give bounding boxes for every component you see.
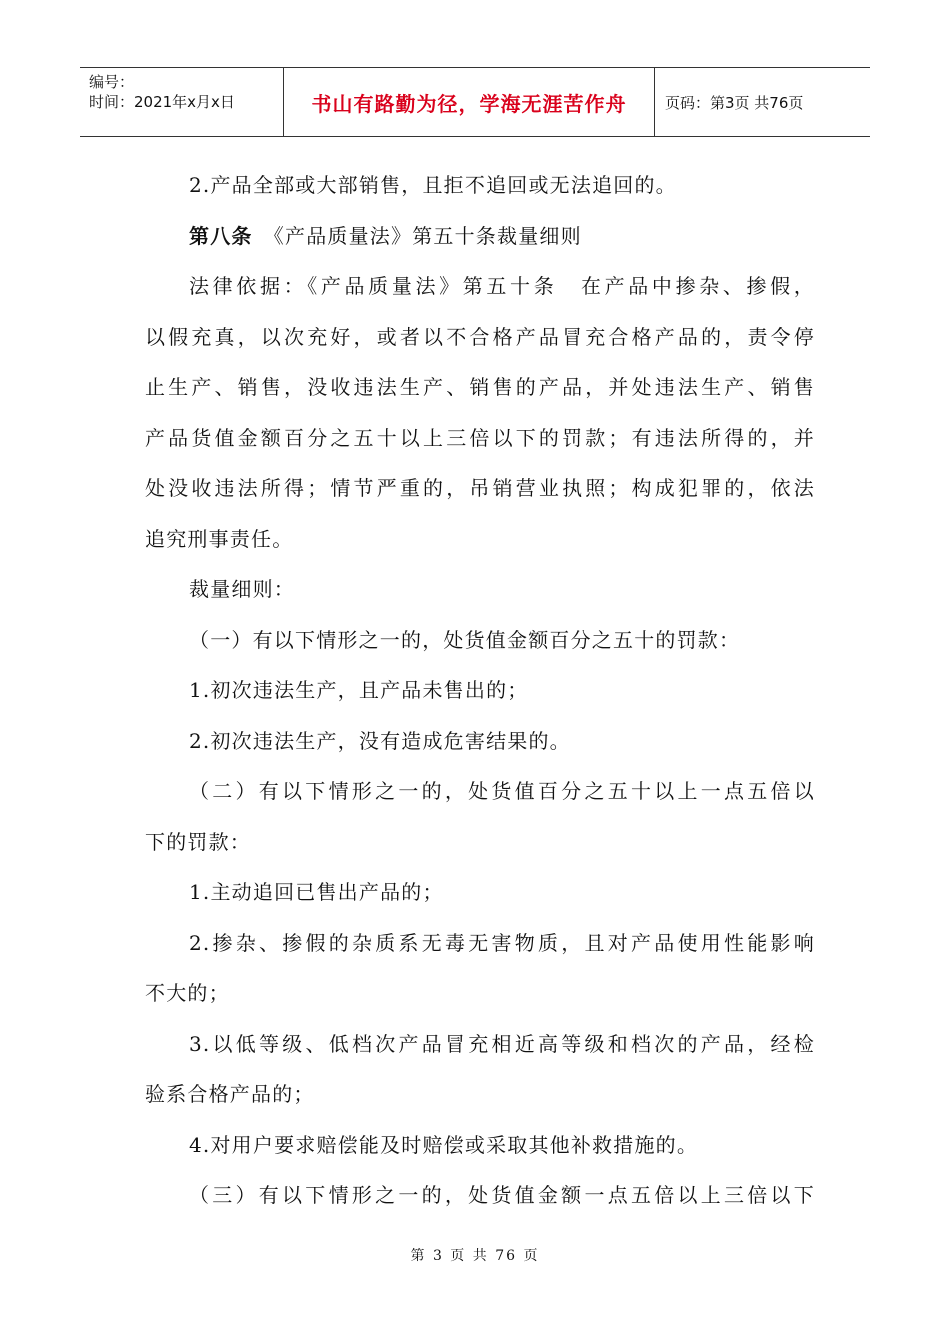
paragraph-line: 法律依据：《产品质量法》第五十条 在产品中掺杂、掺假， xyxy=(189,274,815,298)
paragraph-line: 以假充真，以次充好，或者以不合格产品冒充合格产品的，责令停 xyxy=(145,324,815,349)
list-item: 2.掺杂、掺假的杂质系无毒无害物质，且对产品使用性能影响 xyxy=(189,930,815,955)
header-motto: 书山有路勤为径，学海无涯苦作舟 xyxy=(311,91,627,116)
section-label: 裁量细则： xyxy=(189,577,295,601)
paragraph-line: （三）有以下情形之一的，处货值金额一点五倍以上三倍以下 xyxy=(189,1183,815,1207)
list-item: 4.对用户要求赔偿能及时赔偿或采取其他补救措施的。 xyxy=(189,1132,699,1157)
document-header xyxy=(80,67,870,137)
paragraph-line: 追究刑事责任。 xyxy=(145,526,294,551)
paragraph-line: 止生产、销售，没收违法生产、销售的产品，并处违法生产、销售 xyxy=(145,375,815,399)
paragraph-line: 验系合格产品的； xyxy=(145,1082,315,1106)
article-number: 第八条 xyxy=(189,223,253,248)
page-footer: 第 3 页 共 76 页 xyxy=(410,1248,540,1264)
header-motto-cell xyxy=(283,68,655,136)
list-item: 2.初次违法生产，没有造成危害结果的。 xyxy=(189,728,571,753)
document-body xyxy=(145,160,815,1221)
paragraph-line: 产品货值金额百分之五十以上三倍以下的罚款；有违法所得的，并 xyxy=(145,425,815,450)
document-number-label: 编号： xyxy=(89,73,135,91)
header-page-cell xyxy=(655,68,870,136)
list-item: 1.初次违法生产，且产品未售出的； xyxy=(189,678,529,702)
article-title: 《产品质量法》第五十条裁量细则 xyxy=(252,223,582,248)
document-date: 时间：2021年x月x日 xyxy=(89,93,235,111)
header-left-cell xyxy=(80,68,283,136)
header-page-info: 页码：第3页 共76页 xyxy=(665,93,804,112)
list-item: 1.主动追回已售出产品的； xyxy=(189,880,444,904)
list-item: 3.以低等级、低档次产品冒充相近高等级和档次的产品，经检 xyxy=(189,1031,815,1056)
paragraph-line: （一）有以下情形之一的，处货值金额百分之五十的罚款： xyxy=(189,627,741,652)
paragraph-line: （二）有以下情形之一的，处货值百分之五十以上一点五倍以 xyxy=(189,779,815,803)
paragraph-line: 2.产品全部或大部销售，且拒不追回或无法追回的。 xyxy=(189,173,677,197)
paragraph-line: 下的罚款： xyxy=(145,829,251,854)
paragraph-line: 处没收违法所得；情节严重的，吊销营业执照；构成犯罪的，依法 xyxy=(145,476,815,500)
paragraph-line: 不大的； xyxy=(145,981,230,1005)
article-heading xyxy=(145,211,815,262)
